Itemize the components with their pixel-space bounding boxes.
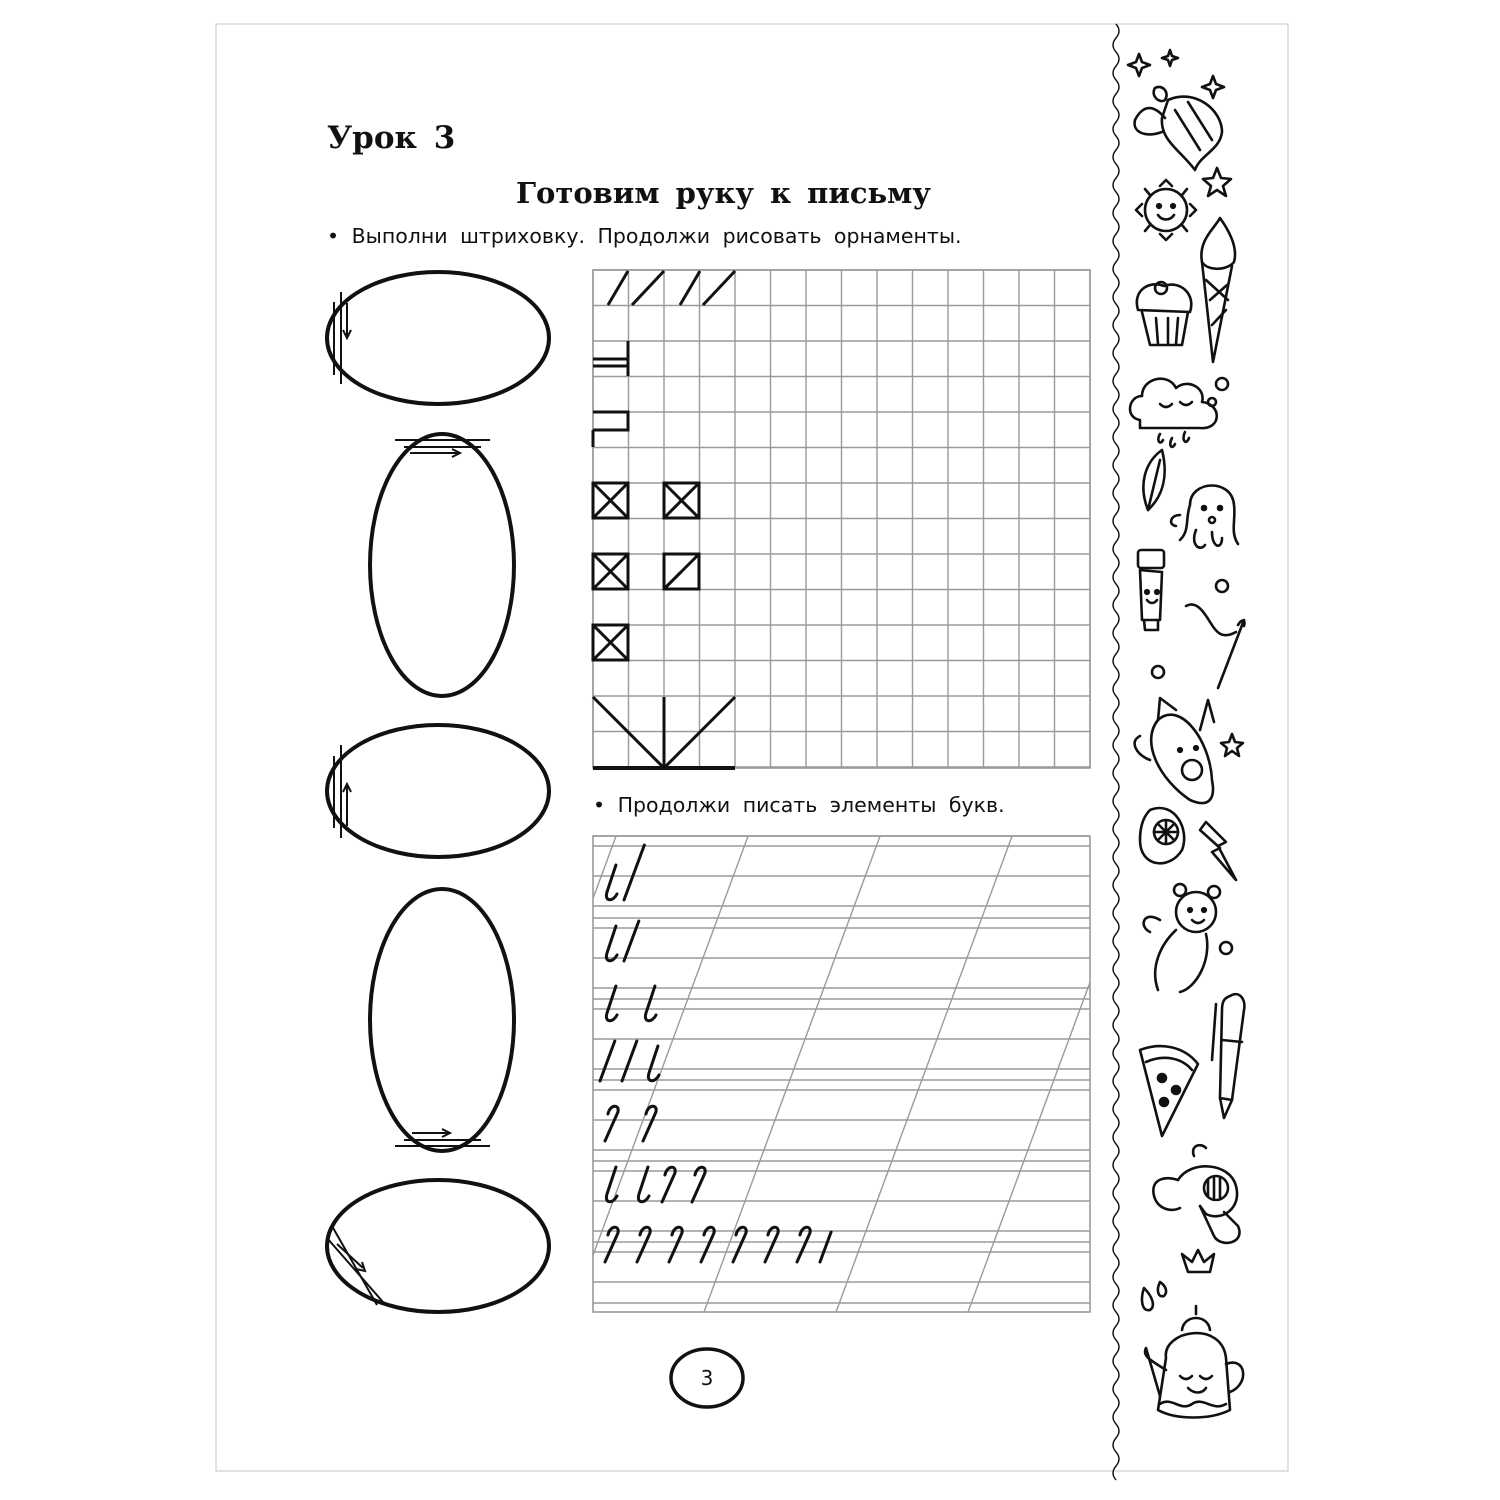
- lesson-number: Урок 3: [327, 120, 456, 156]
- instruction-letter-elements: • Продолжи писать элементы букв.: [593, 793, 1005, 817]
- instruction-shading: • Выполни штриховку. Продолжи рисовать орнаменты.: [327, 224, 962, 248]
- page-number: 3: [700, 1366, 714, 1390]
- page-title: Готовим руку к письму: [516, 176, 931, 210]
